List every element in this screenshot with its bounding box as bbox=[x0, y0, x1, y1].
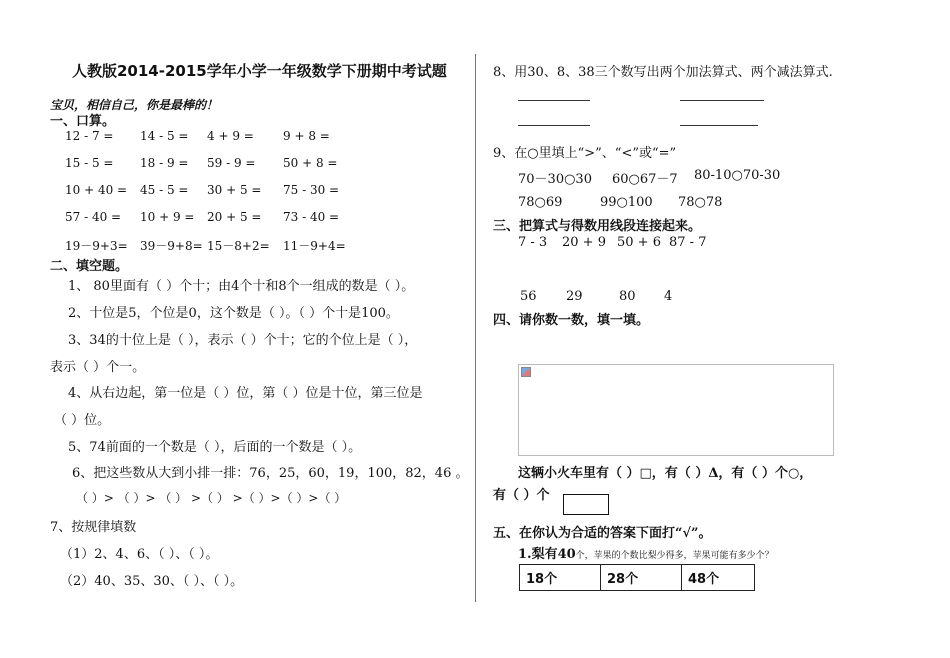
count-question-line2: 有（ ）个 bbox=[493, 488, 550, 503]
fill-question-6: 6、把这些数从大到小排一排：76，25，60，19，100，82，46 。 bbox=[72, 466, 469, 481]
sort-order-blanks: （ ）> （ ）> （ ） >（ ） >（ ）>（ ）>（ ） bbox=[76, 491, 347, 505]
compare-item: 60○67－7 bbox=[612, 172, 678, 187]
pattern-question: 7、按规律填数 bbox=[50, 520, 137, 535]
train-image-placeholder bbox=[518, 364, 834, 456]
section4-heading: 四、请你数一数，填一填。 bbox=[493, 313, 650, 328]
arithmetic-item: 11－9+4= bbox=[283, 239, 346, 253]
arithmetic-item: 20 + 5 = bbox=[207, 210, 262, 224]
compare-item: 80-10○70-30 bbox=[694, 168, 781, 183]
arithmetic-item: 19－9+3= bbox=[65, 239, 128, 253]
section5-heading: 五、在你认为合适的答案下面打“√”。 bbox=[493, 526, 712, 541]
arithmetic-item: 15 - 5 = bbox=[65, 156, 114, 170]
arithmetic-item: 30 + 5 = bbox=[207, 183, 262, 197]
option-cell[interactable]: 28个 bbox=[601, 565, 682, 591]
arithmetic-item: 57 - 40 = bbox=[65, 210, 122, 224]
arithmetic-item: 9 + 8 = bbox=[283, 129, 330, 143]
page-title: 人教版2014-2015学年小学一年级数学下册期中考试题 bbox=[72, 62, 447, 80]
result-value: 56 bbox=[520, 289, 537, 304]
arithmetic-item: 10 + 9 = bbox=[140, 210, 195, 224]
compare-item: 78○78 bbox=[678, 195, 723, 210]
pattern-question-2: （2）40、35、30、（ ）、（ ）。 bbox=[60, 574, 244, 589]
choice-question-1 bbox=[518, 543, 774, 562]
option-cell[interactable]: 18个 bbox=[520, 565, 601, 591]
pattern-question-1: （1）2、4、6、（ ）、（ ）。 bbox=[60, 547, 219, 562]
arithmetic-item: 14 - 5 = bbox=[140, 129, 189, 143]
compare-item: 78○69 bbox=[518, 195, 563, 210]
arithmetic-item: 59 - 9 = bbox=[207, 156, 256, 170]
question-9: 9、在○里填上“>”、“<”或“=” bbox=[493, 146, 677, 161]
fill-question-1: 1、 80里面有（ ）个十；由4个十和8个一组成的数是（ ）。 bbox=[68, 279, 415, 294]
arithmetic-item: 18 - 9 = bbox=[140, 156, 189, 170]
option-cell[interactable]: 48个 bbox=[682, 565, 755, 591]
question-8: 8、用30、8、38三个数写出两个加法算式、两个减法算式. bbox=[493, 65, 833, 80]
result-value: 80 bbox=[619, 289, 636, 304]
column-divider bbox=[475, 54, 476, 602]
shape-answer-box bbox=[563, 494, 609, 515]
expression: 87 - 7 bbox=[669, 235, 707, 250]
answer-line bbox=[518, 125, 590, 126]
section3-heading: 三、把算式与得数用线段连接起来。 bbox=[493, 219, 702, 234]
arithmetic-item: 75 - 30 = bbox=[283, 183, 340, 197]
expression: 7 - 3 bbox=[518, 235, 548, 250]
fill-question-3-cont: 表示（ ）个一。 bbox=[50, 360, 146, 375]
answer-options-table bbox=[519, 564, 755, 591]
arithmetic-item: 73 - 40 = bbox=[283, 210, 340, 224]
compare-item: 70－30○30 bbox=[518, 172, 592, 187]
fill-question-4-cont: （ ）位。 bbox=[54, 413, 111, 428]
count-question-line1: 这辆小火车里有（ ）□，有（ ）Δ，有（ ）个○， bbox=[518, 466, 813, 481]
result-value: 4 bbox=[664, 289, 673, 304]
question-rest: 个，苹果的个数比梨少得多，苹果可能有多少个？ bbox=[575, 551, 774, 561]
answer-line bbox=[680, 125, 758, 126]
arithmetic-item: 10 + 40 = bbox=[65, 183, 128, 197]
arithmetic-item: 4 + 9 = bbox=[207, 129, 254, 143]
arithmetic-item: 45 - 5 = bbox=[140, 183, 189, 197]
arithmetic-item: 39－9+8= bbox=[140, 239, 203, 253]
fill-question-4: 4、从右边起，第一位是（ ）位，第（ ）位是十位，第三位是 bbox=[68, 386, 423, 401]
section2-heading: 二、填空题。 bbox=[50, 259, 129, 274]
question-lead: 1.梨有40 bbox=[518, 547, 576, 562]
answer-line bbox=[518, 100, 590, 101]
compare-item: 99○100 bbox=[600, 195, 653, 210]
broken-image-icon bbox=[521, 367, 531, 377]
expression: 20 + 9 bbox=[562, 235, 606, 250]
section1-heading: 一、口算。 bbox=[50, 114, 116, 129]
answer-line bbox=[680, 100, 764, 101]
fill-question-2: 2、十位是5，个位是0，这个数是（ ）。（ ）个十是100。 bbox=[68, 306, 399, 321]
arithmetic-item: 15－8+2= bbox=[207, 239, 270, 253]
arithmetic-item: 12 - 7 = bbox=[65, 129, 114, 143]
encouragement-text: 宝贝，相信自己，你是最棒的！ bbox=[50, 98, 219, 112]
arithmetic-item: 50 + 8 = bbox=[283, 156, 338, 170]
expression: 50 + 6 bbox=[617, 235, 661, 250]
fill-question-3: 3、34的十位上是（ ），表示（ ）个十；它的个位上是（ ）， bbox=[68, 333, 418, 348]
result-value: 29 bbox=[566, 289, 583, 304]
fill-question-5: 5、74前面的一个数是（ ），后面的一个数是（ ）。 bbox=[68, 440, 362, 455]
